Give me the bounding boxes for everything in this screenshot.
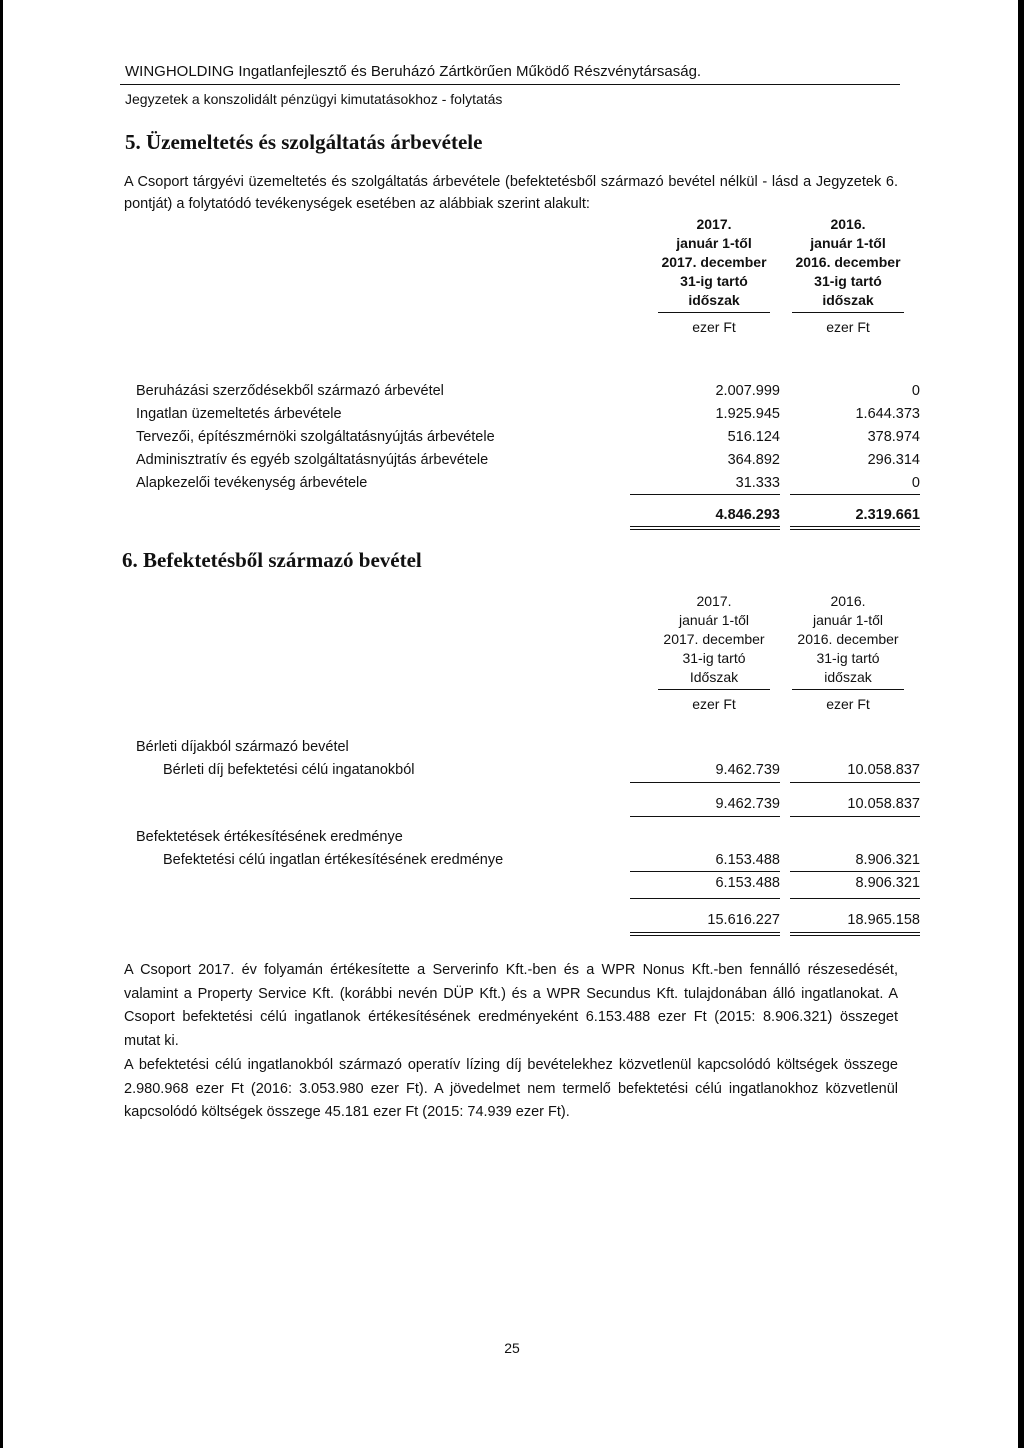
header-rule (120, 84, 900, 85)
subtotal-2017: 6.153.488 (715, 875, 780, 891)
column-header-2016: 2016. január 1-től 2016. december 31-ig tartó időszak ezer Ft (792, 215, 904, 337)
group-label-rental-income: Bérleti díjakból származó bevétel (136, 739, 349, 755)
subtotal-rule-2016 (790, 494, 920, 495)
table-cell-2016: 378.974 (867, 429, 920, 445)
subtotal-rule-2017 (630, 494, 780, 495)
table-cell-2016: 10.058.837 (847, 762, 920, 778)
page-number: 25 (504, 1340, 520, 1356)
grand-total-2016: 18.965.158 (847, 912, 920, 928)
table-cell-2017: 1.925.945 (715, 406, 780, 422)
subtotal-2016: 8.906.321 (855, 875, 920, 891)
company-header: WINGHOLDING Ingatlanfejlesztő és Beruházó Zártkörűen Működő Részvénytársaság. (125, 63, 702, 80)
table-cell-2017: 31.333 (735, 475, 780, 491)
section-6-title: 6. Befektetésből származó bevétel (122, 548, 422, 572)
subtotal-2016: 10.058.837 (847, 796, 920, 812)
table-row-label: Beruházási szerződésekből származó árbevétel (136, 383, 444, 399)
table-cell-2017: 516.124 (727, 429, 780, 445)
section-5-intro: A Csoport tárgyévi üzemeltetés és szolgáltatás árbevétele (befektetésből származó bevétel nélkül - lásd a Jegyzetek 6. pontját) a folytatódó tevékenységek esetében az alábbiak szerint alakult: (124, 174, 898, 212)
total-double-rule-2016 (790, 526, 920, 530)
table-cell-2017: 364.892 (727, 452, 780, 468)
subtotal-2017: 9.462.739 (715, 796, 780, 812)
rule (790, 782, 920, 783)
column-header-2017: 2017. január 1-től 2017. december 31-ig tartó Időszak ezer Ft (658, 592, 770, 714)
rule (790, 816, 920, 817)
table-row-label: Alapkezelői tevékenység árbevétele (136, 475, 368, 491)
table-cell-2017: 2.007.999 (715, 383, 780, 399)
rule (630, 871, 780, 872)
table-cell-2016: 0 (911, 383, 920, 399)
rule (630, 782, 780, 783)
rule (790, 871, 920, 872)
total-double-rule-2017 (630, 526, 780, 530)
table-row-label: Befektetési célú ingatlan értékesítésének eredménye (163, 852, 504, 868)
rule (630, 816, 780, 817)
section-5-title: 5. Üzemeltetés és szolgáltatás árbevétele (125, 130, 483, 154)
table-row-label: Tervezői, építészmérnöki szolgáltatásnyújtás árbevétele (136, 429, 495, 445)
grand-total-2017: 15.616.227 (707, 912, 780, 928)
scan-edge-left (0, 0, 3, 1448)
table-row-label: Bérleti díj befektetési célú ingatanokból (163, 762, 415, 778)
group-label-investment-sales: Befektetések értékesítésének eredménye (136, 829, 403, 845)
total-2016: 2.319.661 (855, 507, 920, 523)
section-6-paragraph-2: A befektetési célú ingatlanokból származó operatív lízing díj bevételekhez közvetlenül kapcsolódó költségek összege 2.980.968 ezer Ft (2016: 3.053.980 ezer Ft). A jövedelmet nem termelő befektetési célú ingatlanokhoz közvetlenül kapcsolódó költségek összege 45.181 ezer Ft (2015: 74.939 ezer Ft). (124, 1057, 898, 1120)
column-header-2016: 2016. január 1-től 2016. december 31-ig tartó időszak ezer Ft (792, 592, 904, 714)
grand-total-double-rule-2016 (790, 932, 920, 936)
total-2017: 4.846.293 (715, 507, 780, 523)
table-cell-2017: 6.153.488 (715, 852, 780, 868)
table-cell-2016: 1.644.373 (855, 406, 920, 422)
table-cell-2016: 296.314 (867, 452, 920, 468)
table-cell-2016: 8.906.321 (855, 852, 920, 868)
header-subtitle: Jegyzetek a konszolidált pénzügyi kimutatásokhoz - folytatás (125, 91, 503, 107)
column-header-2017: 2017. január 1-től 2017. december 31-ig tartó időszak ezer Ft (658, 215, 770, 337)
table-row-label: Adminisztratív és egyéb szolgáltatásnyújtás árbevétele (136, 452, 489, 468)
table-cell-2017: 9.462.739 (715, 762, 780, 778)
table-row-label: Ingatlan üzemeltetés árbevétele (136, 406, 342, 422)
section-6-paragraph-1: A Csoport 2017. év folyamán értékesítette a Serverinfo Kft.-ben és a WPR Nonus Kft.-ben fennálló részesedését, valamint a Property Service Kft. (korábbi nevén DÜP Kft.) és a WPR Secundus Kft. tulajdonában álló ingatlanokat. A Csoport befektetési célú ingatlanok értékesítésének eredményeként 6.153.488 ezer Ft (2015: 8.906.321) összeget mutat ki. (124, 962, 898, 1049)
grand-total-double-rule-2017 (630, 932, 780, 936)
table-cell-2016: 0 (911, 475, 920, 491)
scan-edge-right (1018, 0, 1024, 1448)
rule (630, 898, 780, 899)
rule (790, 898, 920, 899)
